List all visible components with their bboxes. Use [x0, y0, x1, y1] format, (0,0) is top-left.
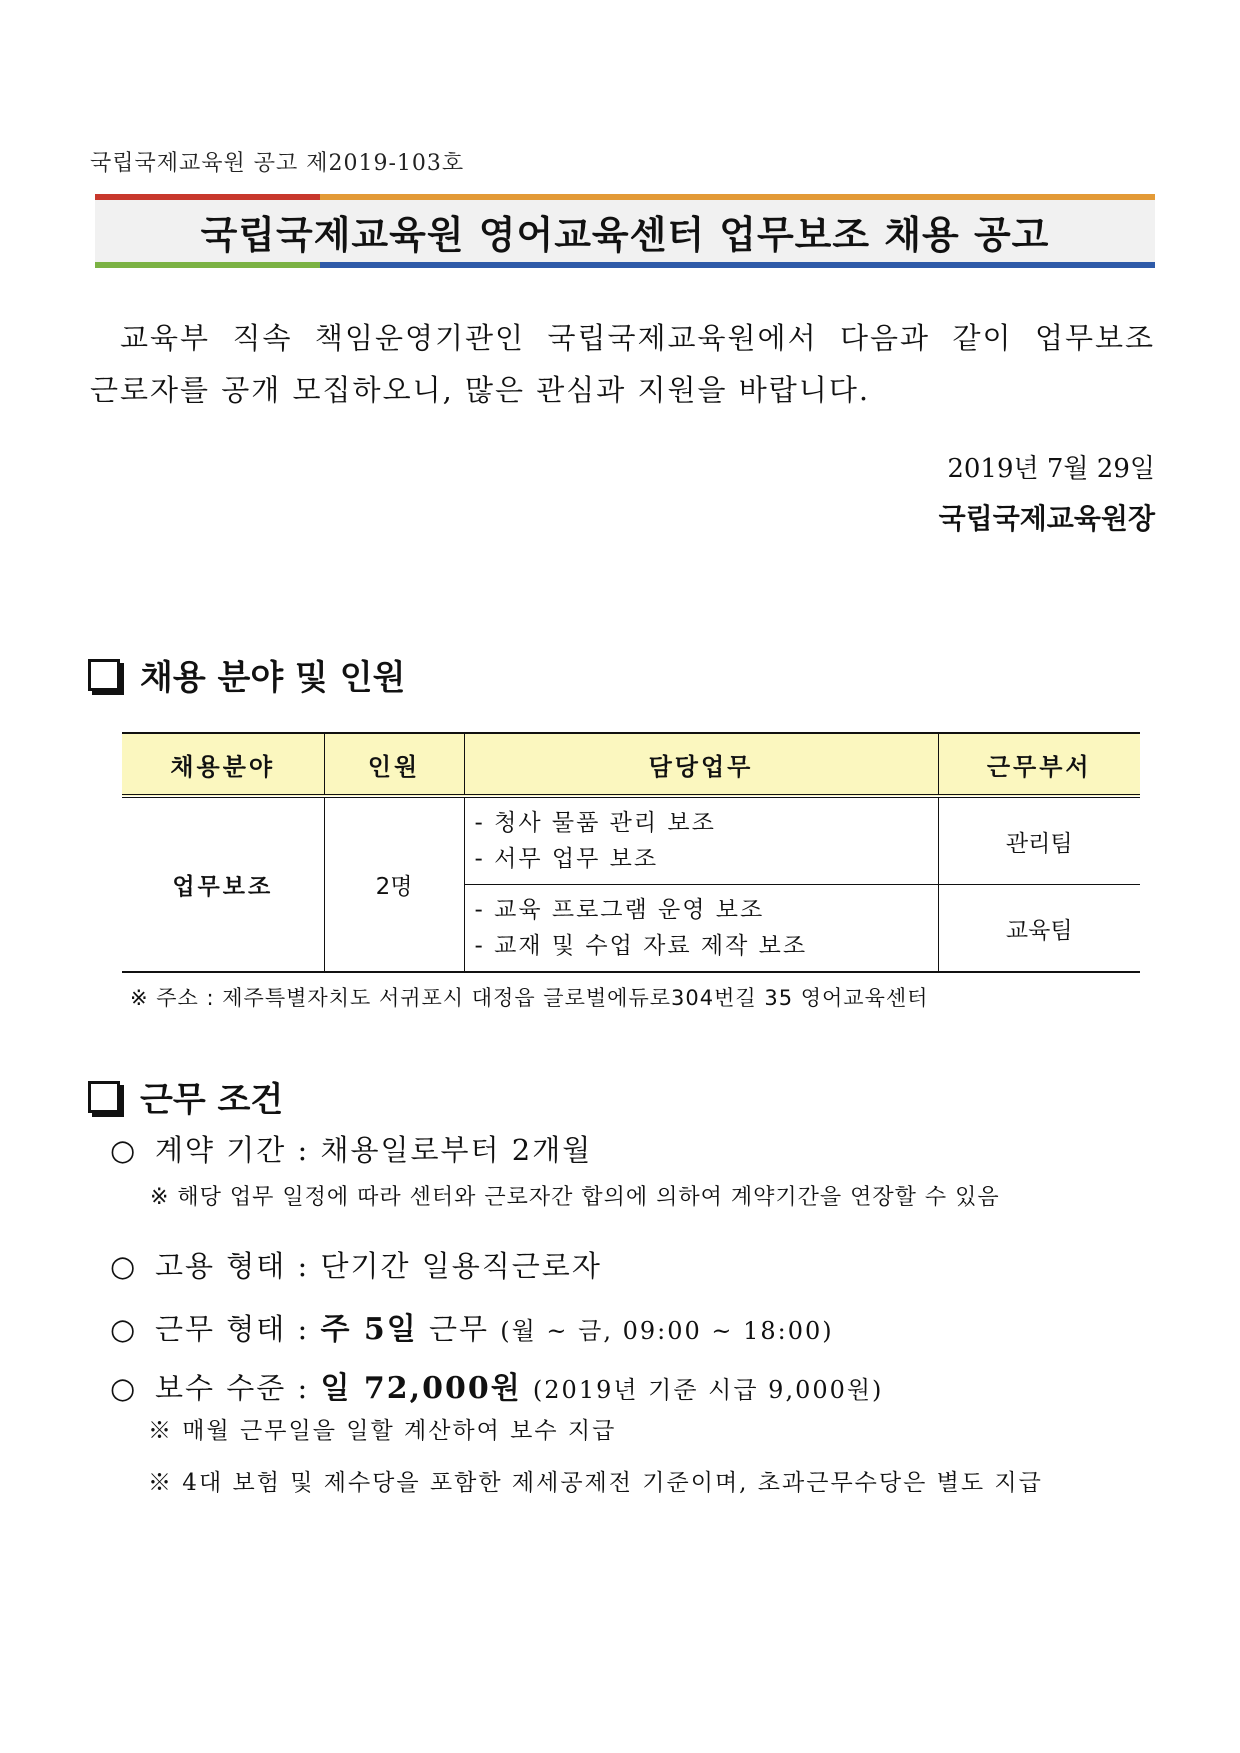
condition-work-type	[110, 1304, 834, 1348]
pay-note-1: ※ 매월 근무일을 일할 계산하여 보수 지급	[148, 1418, 617, 1444]
pay-note-2: ※ 4대 보험 및 제수당을 포함한 제세공제전 기준이며, 초과근무수당은 별도 지급	[148, 1470, 1043, 1496]
section-conditions-title: 근무 조건	[140, 1080, 284, 1120]
intro-paragraph	[90, 312, 1155, 416]
condition-value-detail: (2019년 기준 시급 9,000원)	[532, 1376, 884, 1404]
page-title: 국립국제교육원 영어교육센터 업무보조 채용 공고	[200, 213, 1050, 257]
cell-dept-1: 관리팀	[938, 796, 1140, 885]
condition-value: 단기간 일용직근로자	[320, 1249, 602, 1283]
condition-value-detail: (월 ~ 금, 09:00 ~ 18:00)	[500, 1317, 834, 1345]
duty-item: - 서무 업무 보조	[474, 846, 659, 872]
intro-line-2: 근로자를 공개 모집하오니, 많은 관심과 지원을 바랍니다.	[90, 373, 871, 407]
circle-bullet-icon: ○	[110, 1312, 138, 1346]
duty-item: - 교육 프로그램 운영 보조	[474, 897, 765, 923]
announcement-date: 2019년 7월 29일	[947, 454, 1155, 484]
header-duty: 담당업무	[464, 733, 938, 796]
cell-duty-2	[464, 885, 938, 973]
section-recruitment-heading	[88, 650, 405, 699]
header-count: 인원	[324, 733, 464, 796]
condition-label: 계약 기간 :	[155, 1133, 310, 1167]
condition-label: 보수 수준 :	[155, 1371, 310, 1405]
title-bar-bottom-green	[95, 262, 320, 268]
duty-item: - 교재 및 수업 자료 제작 보조	[474, 933, 808, 959]
cell-duty-1	[464, 796, 938, 885]
condition-value: 근무	[428, 1312, 490, 1346]
condition-value-bold: 주 5일	[320, 1312, 418, 1347]
recruitment-table	[122, 732, 1140, 973]
circle-bullet-icon: ○	[110, 1371, 138, 1405]
cell-count: 2명	[324, 796, 464, 972]
table-row	[122, 796, 1140, 885]
section-recruitment-title: 채용 분야 및 인원	[140, 658, 406, 698]
section-conditions-heading	[88, 1072, 283, 1121]
title-bar-bottom-blue	[320, 262, 1155, 268]
header-field: 채용분야	[122, 733, 324, 796]
contract-note: ※ 해당 업무 일정에 따라 센터와 근로자간 합의에 의하여 계약기간을 연장할 수 있음	[150, 1185, 1000, 1210]
condition-contract-period	[110, 1128, 592, 1169]
notice-number: 국립국제교육원 공고 제2019-103호	[90, 151, 465, 176]
intro-line-1: 교육부 직속 책임운영기관인 국립국제교육원에서 다음과 같이 업무보조	[120, 321, 1155, 355]
condition-pay-level	[110, 1363, 883, 1407]
condition-label: 고용 형태 :	[155, 1249, 310, 1283]
title-bar-top-red	[95, 194, 320, 200]
cell-field: 업무보조	[122, 796, 324, 972]
condition-value: 채용일로부터 2개월	[320, 1133, 593, 1167]
circle-bullet-icon: ○	[110, 1133, 138, 1167]
duty-item: - 청사 물품 관리 보조	[474, 810, 716, 836]
condition-value-bold: 일 72,000원	[320, 1371, 522, 1406]
circle-bullet-icon: ○	[110, 1249, 138, 1283]
condition-employment-type	[110, 1244, 602, 1285]
checkbox-square-icon	[88, 659, 120, 691]
condition-label: 근무 형태 :	[155, 1312, 310, 1346]
checkbox-square-icon	[88, 1081, 120, 1113]
cell-dept-2: 교육팀	[938, 885, 1140, 973]
title-bar-top-orange	[320, 194, 1155, 200]
header-dept: 근무부서	[938, 733, 1140, 796]
address-note: ※ 주소 : 제주특별자치도 서귀포시 대정읍 글로벌에듀로304번길 35 영어교육센터	[130, 986, 929, 1010]
signer: 국립국제교육원장	[938, 502, 1155, 535]
